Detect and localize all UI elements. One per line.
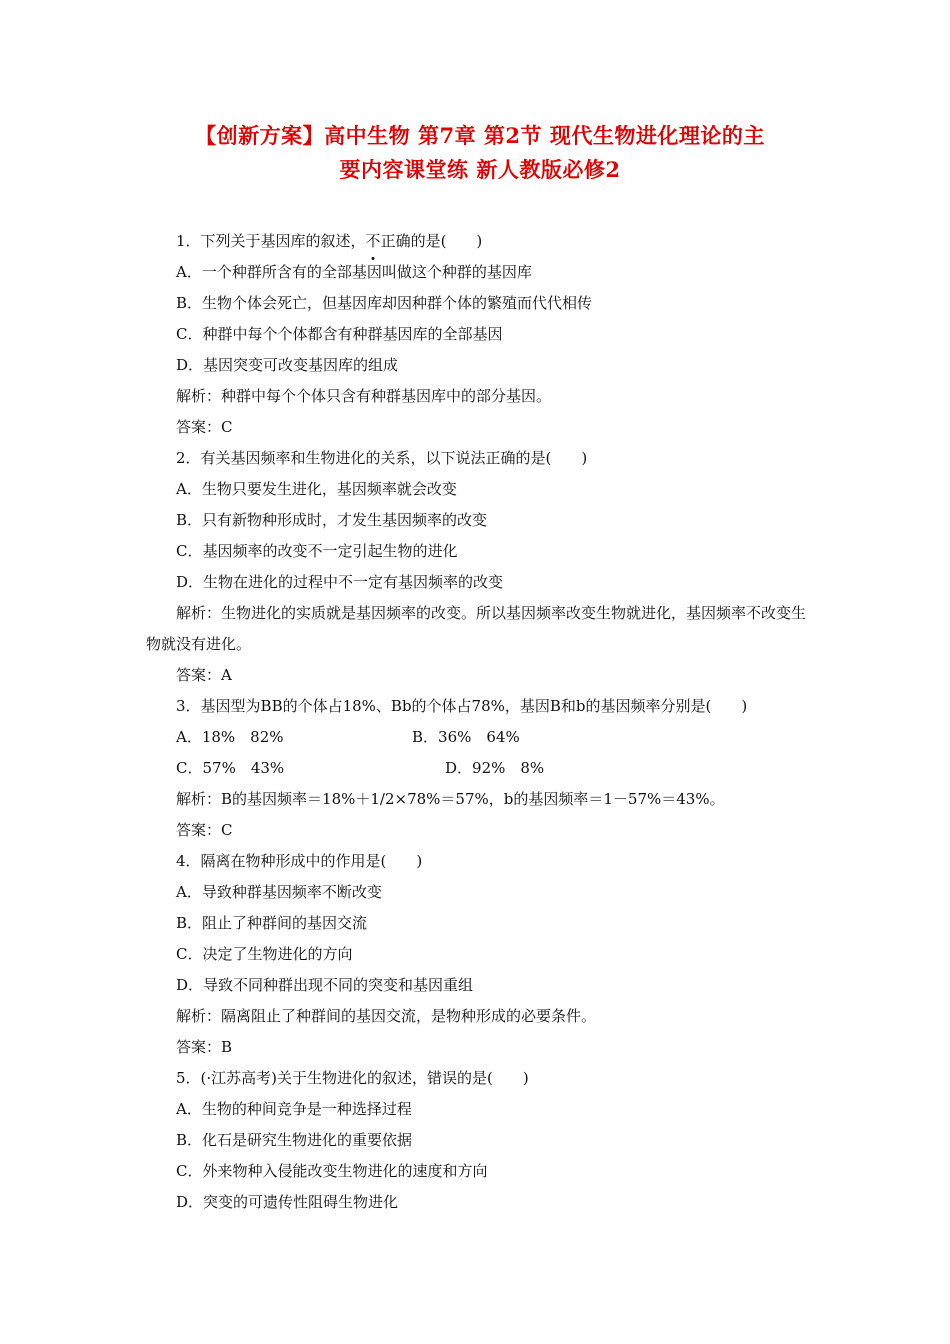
q5-stem: 5．(·江苏高考)关于生物进化的叙述，错误的是( ) — [176, 1069, 529, 1087]
q3-analysis: 解析：B的基因频率＝18%＋1/2×78%＝57%，b的基因频率＝1－57%＝43%。 — [176, 790, 725, 808]
q3-option-a: A．18% 82% — [176, 728, 284, 746]
q3-stem: 3．基因型为BB的个体占18%、Bb的个体占78%，基因B和b的基因频率分别是( ) — [176, 697, 748, 715]
q1-stem — [146, 226, 810, 257]
title-line-2: 要内容课堂练 新人教版必修2 — [339, 157, 621, 182]
q1-stem-emphasis: 不 — [366, 226, 381, 257]
q3-options-row-1 — [146, 722, 810, 753]
q1-analysis: 解析：种群中每个个体只含有种群基因库中的部分基因。 — [176, 387, 552, 405]
q4-option-b: B．阻止了种群间的基因交流 — [176, 914, 368, 932]
document-title — [140, 119, 820, 187]
q3-option-b: B．36% 64% — [412, 728, 520, 746]
q2-stem: 2．有关基因频率和生物进化的关系，以下说法正确的是( ) — [176, 449, 588, 467]
q3-option-c: C．57% 43% — [176, 759, 285, 777]
q2-option-d: D．生物在进化的过程中不一定有基因频率的改变 — [176, 573, 504, 591]
q5-option-b: B．化石是研究生物进化的重要依据 — [176, 1131, 413, 1149]
q1-answer: 答案：C — [176, 418, 233, 436]
q4-option-d: D．导致不同种群出现不同的突变和基因重组 — [176, 976, 474, 994]
q4-answer: 答案：B — [176, 1038, 233, 1056]
q1-stem-text-b: 正确的是( ) — [380, 232, 483, 250]
q1-option-a: A．一个种群所含有的全部基因叫做这个种群的基因库 — [176, 263, 532, 281]
q3-option-d: D．92% 8% — [445, 759, 545, 777]
document-body — [146, 226, 810, 1218]
q4-analysis: 解析：隔离阻止了种群间的基因交流，是物种形成的必要条件。 — [176, 1007, 597, 1025]
q2-option-c: C．基因频率的改变不一定引起生物的进化 — [176, 542, 458, 560]
q3-options-row-2 — [146, 753, 810, 784]
q2-option-a: A．生物只要发生进化，基因频率就会改变 — [176, 480, 457, 498]
q2-option-b: B．只有新物种形成时，才发生基因频率的改变 — [176, 511, 488, 529]
q2-answer: 答案：A — [176, 666, 232, 684]
q4-option-c: C．决定了生物进化的方向 — [176, 945, 353, 963]
q3-answer: 答案：C — [176, 821, 233, 839]
q1-stem-text-a: 1．下列关于基因库的叙述， — [176, 232, 366, 250]
q2-analysis: 解析：生物进化的实质就是基因频率的改变。所以基因频率改变生物就进化，基因频率不改变生物就没有进化。 — [146, 604, 807, 653]
q1-option-c: C．种群中每个个体都含有种群基因库的全部基因 — [176, 325, 503, 343]
q5-option-d: D．突变的可遗传性阻碍生物进化 — [176, 1193, 399, 1211]
q5-option-c: C．外来物种入侵能改变生物进化的速度和方向 — [176, 1162, 488, 1180]
title-line-1: 【创新方案】高中生物 第7章 第2节 现代生物进化理论的主 — [195, 123, 765, 148]
q1-option-d: D．基因突变可改变基因库的组成 — [176, 356, 399, 374]
q1-option-b: B．生物个体会死亡，但基因库却因种群个体的繁殖而代代相传 — [176, 294, 593, 312]
q4-stem: 4．隔离在物种形成中的作用是( ) — [176, 852, 423, 870]
q4-option-a: A．导致种群基因频率不断改变 — [176, 883, 382, 901]
q5-option-a: A．生物的种间竞争是一种选择过程 — [176, 1100, 412, 1118]
